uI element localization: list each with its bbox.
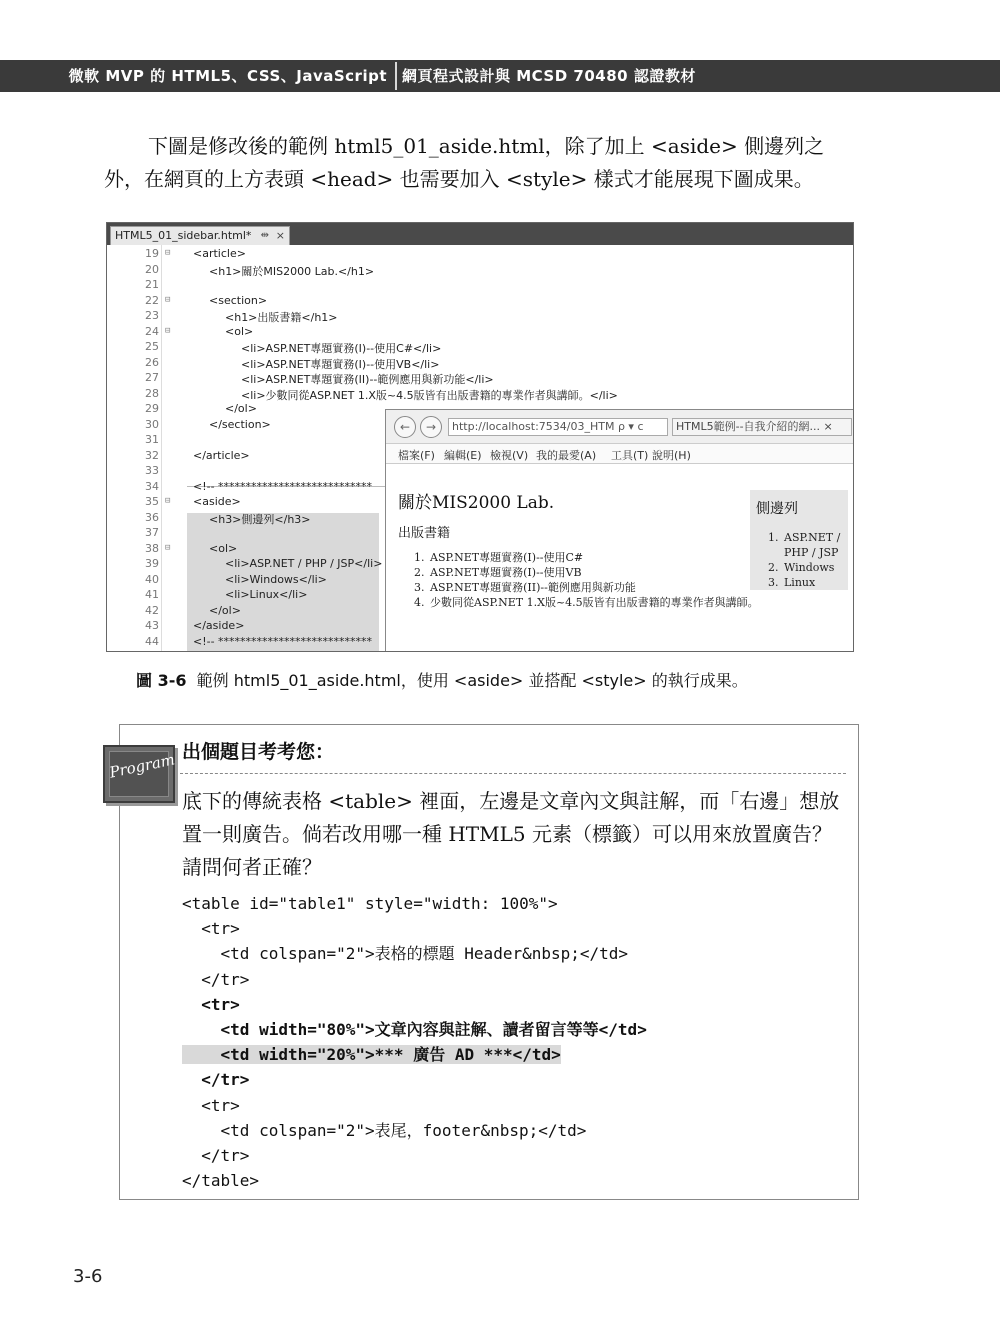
line-number: 23 — [145, 309, 159, 322]
code-line: <li>Windows</li> — [225, 572, 327, 586]
fold-icon[interactable]: ⊟ — [165, 542, 171, 553]
code-line — [182, 1067, 647, 1092]
line-number: 34 — [145, 479, 159, 493]
running-header — [0, 60, 1000, 92]
code-line: </section> — [209, 417, 271, 431]
code-line-text: </table> — [182, 1171, 260, 1191]
browser-window — [385, 409, 854, 652]
list-item-text: ASP.NET專題實務(I)--使用VB — [430, 566, 582, 579]
list-item-number: 1. — [768, 531, 779, 544]
code-line: <h1>關於MIS2000 Lab.</h1> — [209, 264, 375, 278]
menu-item[interactable]: 說明(H) — [652, 449, 691, 462]
list-item — [414, 595, 764, 610]
line-number: 40 — [145, 572, 159, 586]
line-number: 32 — [145, 448, 159, 462]
list-item — [414, 580, 764, 595]
line-number: 36 — [145, 510, 159, 524]
code-line-text: <tr> — [182, 1095, 240, 1115]
quiz-code-block — [182, 891, 647, 1193]
code-line: </ol> — [225, 402, 257, 415]
code-line: <!-- **************************** — [193, 479, 373, 493]
line-number: 31 — [145, 433, 159, 446]
code-line: <section> — [209, 293, 268, 307]
list-item — [414, 565, 764, 580]
code-line: </article> — [193, 448, 250, 462]
dashed-divider — [180, 773, 846, 774]
caption-label: 圖 3-6 — [136, 671, 187, 690]
browser-menubar — [386, 444, 854, 464]
caption-text: 範例 html5_01_aside.html，使用 <aside> 並搭配 <style> 的執行成果。 — [196, 671, 748, 690]
code-line: <h1>出版書籍</h1> — [225, 311, 338, 324]
list-item-text: Windows — [784, 561, 835, 574]
line-number: 24 — [145, 324, 159, 338]
code-line: <!-- **************************** — [193, 634, 373, 648]
code-line: <li>ASP.NET / PHP / JSP</li> — [225, 557, 383, 570]
page-number: 3-6 — [73, 1266, 103, 1287]
book-list — [414, 550, 764, 610]
code-line — [182, 1118, 647, 1143]
quiz-box — [107, 724, 859, 1200]
list-item — [414, 550, 764, 565]
code-line: </aside> — [193, 619, 245, 632]
address-bar[interactable]: http://localhost:7534/03_HTM ρ ▾ c — [448, 418, 668, 436]
menu-item[interactable]: 工具(T) — [611, 449, 649, 462]
quiz-question: 底下的傳統表格 <table> 裡面，左邊是文章內文與註解，而「右邊」想放置一則廣告。倘若改用哪一種 HTML5 元素（標籤）可以用來放置廣告？請問何者正確？ — [182, 789, 840, 879]
list-item-number: 2. — [414, 566, 425, 579]
fold-icon[interactable]: ⊟ — [165, 325, 171, 336]
code-line-text: <td colspan="2">表尾，footer&nbsp;</td> — [182, 1120, 587, 1140]
back-button[interactable]: ← — [394, 416, 416, 438]
list-item-text: ASP.NET / PHP / JSP — [784, 531, 841, 559]
fold-icon[interactable]: ⊟ — [165, 294, 171, 305]
line-number: 20 — [145, 262, 159, 276]
line-number: 29 — [145, 402, 159, 415]
list-item-number: 3. — [768, 576, 779, 589]
menu-item[interactable]: 我的最愛(A) — [536, 449, 597, 462]
intro-paragraph — [104, 130, 864, 196]
line-number: 25 — [145, 340, 159, 353]
line-number: 39 — [145, 557, 159, 570]
line-number: 42 — [145, 603, 159, 617]
aside-sidebar — [750, 490, 848, 590]
pin-icon[interactable]: ⇹ — [260, 230, 269, 241]
code-line: <aside> — [193, 495, 241, 508]
code-line — [182, 1168, 647, 1193]
list-item — [768, 575, 848, 590]
list-item-number: 1. — [414, 551, 425, 564]
line-number: 19 — [145, 247, 159, 260]
editor-gutter-divider — [161, 245, 162, 652]
code-line: <li>ASP.NET專題實務(II)--範例應用與新功能</li> — [241, 373, 494, 386]
code-line-text: <tr> — [182, 994, 240, 1014]
line-number: 44 — [145, 634, 159, 648]
figure-3-6-screenshot — [106, 222, 854, 652]
editor-file-tab-title: HTML5_01_sidebar.html* — [115, 229, 252, 242]
menu-item[interactable]: 編輯(E) — [444, 449, 482, 462]
line-number: 21 — [145, 278, 159, 291]
code-line — [182, 891, 647, 916]
code-line: <ol> — [225, 324, 254, 338]
line-number: 41 — [145, 588, 159, 601]
code-line: <li>Linux</li> — [225, 588, 308, 601]
code-line-text: <td colspan="2">表格的標題 Header&nbsp;</td> — [182, 944, 629, 964]
line-number: 33 — [145, 464, 159, 477]
list-item-text: ASP.NET專題實務(I)--使用C# — [430, 551, 584, 564]
line-number: 37 — [145, 526, 159, 539]
code-line: <article> — [193, 247, 246, 260]
code-line-text: <td width="20%">*** 廣告 AD ***</td> — [182, 1045, 561, 1065]
line-number: 22 — [145, 293, 159, 307]
code-line: </ol> — [209, 603, 241, 617]
code-line-text: </tr> — [182, 1070, 250, 1090]
list-item — [768, 530, 848, 560]
line-number: 26 — [145, 355, 159, 369]
code-line: <li>ASP.NET專題實務(I)--使用C#</li> — [241, 342, 442, 355]
intro-text: 下圖是修改後的範例 html5_01_aside.html，除了加上 <aside> 側邊列之外，在網頁的上方表頭 <head> 也需要加入 <style> 樣式才能展現下圖成果。 — [104, 134, 825, 191]
line-number: 43 — [145, 619, 159, 632]
list-item-text: Linux — [784, 576, 816, 589]
aside-list — [768, 530, 848, 590]
code-line-text: </tr> — [182, 1146, 250, 1166]
code-line — [182, 967, 647, 992]
list-item-text: 少數同從ASP.NET 1.X版~4.5版皆有出版書籍的專業作者與講師。 — [430, 596, 759, 609]
list-item-text: ASP.NET專題實務(II)--範例應用與新功能 — [430, 581, 636, 594]
browser-toolbar — [386, 410, 854, 444]
code-line-text: <table id="table1" style="width: 100%"> — [182, 894, 558, 913]
code-line: <h3>側邊列</h3> — [209, 512, 311, 526]
code-line — [182, 916, 647, 941]
program-badge — [103, 745, 175, 803]
list-item-number: 3. — [414, 581, 425, 594]
list-item-number: 2. — [768, 561, 779, 574]
line-number: 28 — [145, 386, 159, 400]
code-line — [182, 1017, 647, 1042]
code-line — [182, 941, 647, 966]
menu-item[interactable]: 檔案(F) — [398, 449, 435, 462]
code-line: <li>ASP.NET專題實務(I)--使用VB</li> — [241, 357, 440, 371]
editor-tabbar — [107, 223, 854, 245]
line-number: 38 — [145, 541, 159, 555]
code-line-text: <tr> — [182, 919, 240, 939]
code-line-text: <td width="80%">文章內容與註解、讀者留言等等</td> — [182, 1020, 647, 1040]
line-number: 35 — [145, 495, 159, 508]
code-line-text: </tr> — [182, 969, 250, 989]
line-number: 27 — [145, 371, 159, 384]
page-subheading: 出版書籍 — [398, 526, 451, 541]
forward-button[interactable]: → — [420, 416, 442, 438]
code-line: <li>少數同從ASP.NET 1.X版~4.5版皆有出版書籍的專業作者與講師。</li> — [241, 388, 618, 402]
quiz-title: 出個題目考考您： — [182, 741, 335, 763]
header-book-title-left: 微軟 MVP 的 HTML5、CSS、JavaScript — [68, 67, 387, 85]
fold-icon[interactable]: ⊟ — [165, 496, 171, 506]
badge-label: Program — [107, 750, 177, 782]
header-book-title-right: 網頁程式設計與 MCSD 70480 認證教材 — [402, 67, 696, 85]
browser-tab[interactable]: HTML5範例--自我介紹的網... × — [672, 418, 852, 436]
aside-title: 側邊列 — [756, 501, 798, 517]
header-separator — [395, 62, 397, 90]
editor-file-tab[interactable] — [110, 226, 290, 245]
code-line — [182, 1093, 647, 1118]
code-line — [182, 992, 647, 1017]
page-heading: 關於MIS2000 Lab. — [398, 493, 555, 513]
line-number: 30 — [145, 417, 159, 431]
fold-icon[interactable]: ⊟ — [165, 248, 171, 258]
close-icon[interactable]: × — [275, 229, 285, 242]
list-item — [768, 560, 848, 575]
code-line: <ol> — [209, 541, 238, 555]
code-line — [182, 1042, 647, 1067]
figure-caption — [136, 668, 748, 691]
list-item-number: 4. — [414, 596, 425, 609]
code-line — [182, 1143, 647, 1168]
menu-item[interactable]: 檢視(V) — [490, 449, 529, 462]
